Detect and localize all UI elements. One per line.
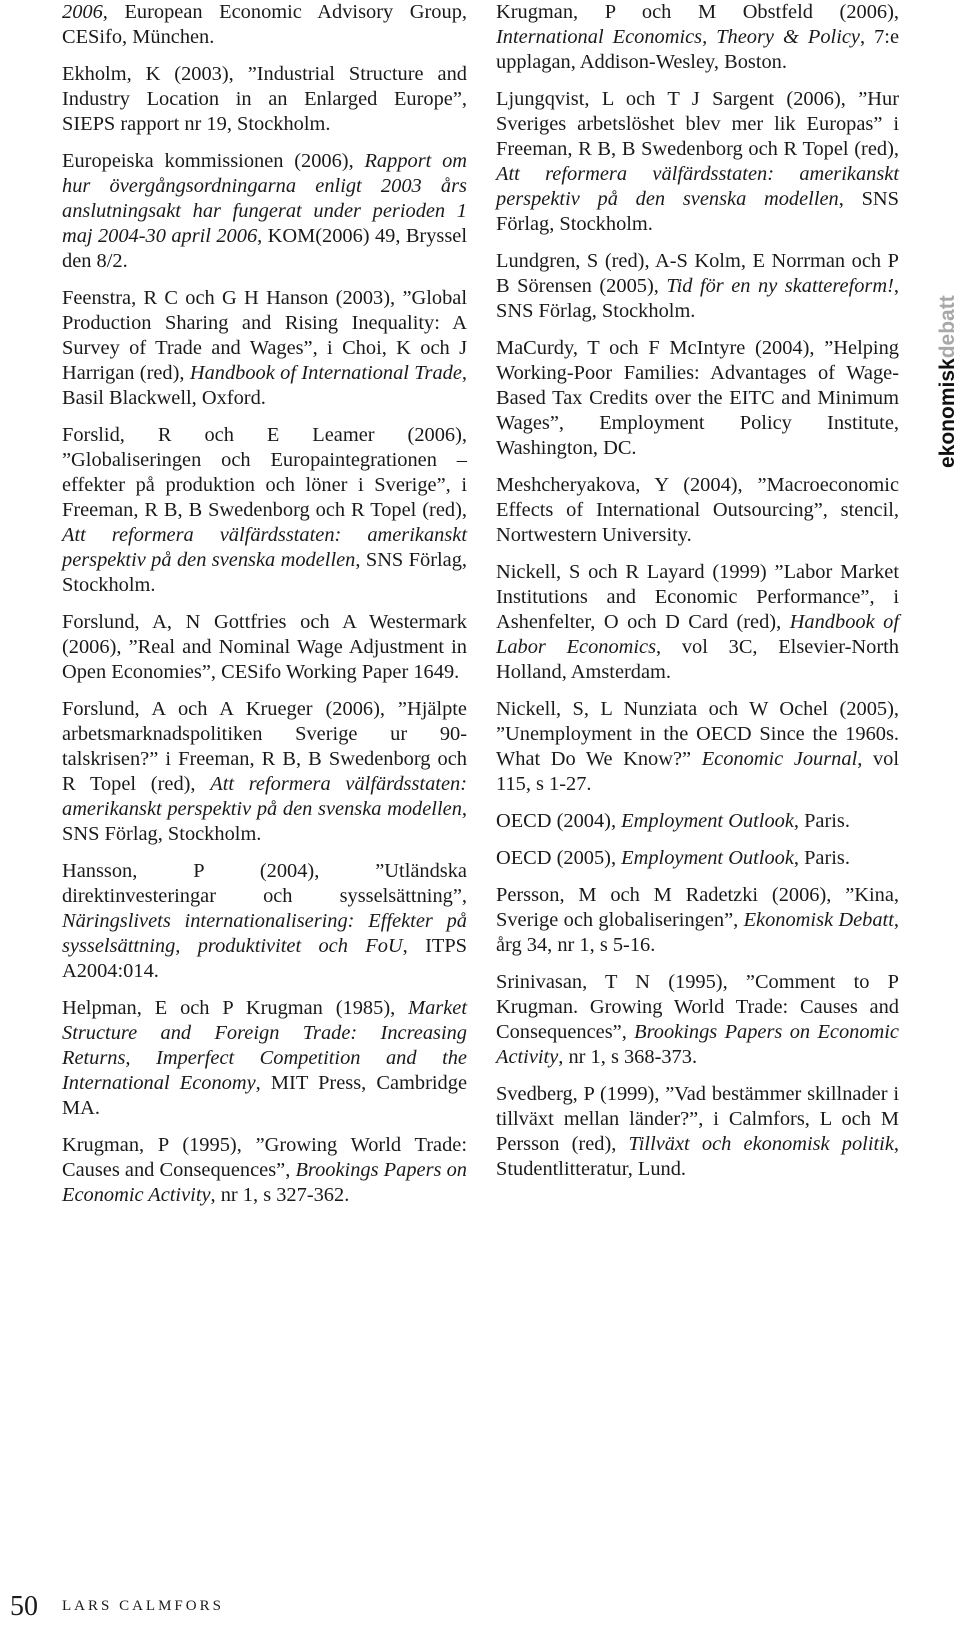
journal-name <box>937 295 959 468</box>
reference-entry <box>62 697 467 847</box>
reference-text: OECD (2005), <box>496 847 622 869</box>
reference-entry <box>496 336 899 461</box>
reference-text: Persson, M och M Radetzki (2006), ”Kina, Sverige och globaliseringen”, <box>496 884 899 931</box>
reference-entry <box>496 473 899 548</box>
reference-title-italic: Att reformera välfärdsstaten: amerikanskt perspektiv på den svenska modellen <box>62 773 467 820</box>
reference-text: OECD (2004), <box>496 810 622 832</box>
reference-title-italic: Handbook of Labor Economics <box>496 611 900 658</box>
reference-text: , nr 1, s 327-362. <box>210 1184 350 1206</box>
reference-text: Nickell, S, L Nunziata och W Ochel (2005), ”Unemployment in the OECD Since the 1960s. What Do We Know?” <box>496 698 899 770</box>
reference-entry <box>496 970 899 1070</box>
reference-text: Forslund, A, N Gottfries och A Westermark (2006), ”Real and Nominal Wage Adjustment in Open Economies”, CESifo Working Paper 1649. <box>62 611 467 683</box>
reference-text: , årg 34, nr 1, s 5-16. <box>496 909 899 956</box>
running-author: LARS CALMFORS <box>62 1598 224 1614</box>
left-reference-column <box>62 0 467 1220</box>
reference-text: , vol 3C, Elsevier-North Holland, Amsterdam. <box>496 636 899 683</box>
reference-entry <box>496 809 899 834</box>
reference-title-italic: Market Structure and Foreign Trade: Increasing Returns, Imperfect Competition and the International Economy <box>62 997 467 1094</box>
journal-side-label <box>937 278 959 478</box>
reference-title-italic: Brookings Papers on Economic Activity <box>496 1021 899 1068</box>
reference-entry <box>496 697 899 797</box>
reference-text: , ITPS A2004:014. <box>62 935 467 982</box>
reference-text: Nickell, S och R Layard (1999) ”Labor Market Institutions and Economic Performance”, i Ashenfelter, O och D Card (red), <box>496 561 899 633</box>
reference-entry <box>62 62 467 137</box>
reference-text: Forslund, A och A Krueger (2006), ”Hjälpte arbetsmarknadspolitiken Sverige ur 90-talskrisen?” i Freeman, R B, B Swedenborg och R Topel (red), <box>62 698 467 795</box>
reference-entry <box>496 883 899 958</box>
reference-text: Hansson, P (2004), ”Utländska direktinvesteringar och sysselsättning”, <box>62 860 467 907</box>
reference-entry <box>496 1082 899 1182</box>
reference-text: Helpman, E och P Krugman (1985), <box>62 997 409 1019</box>
reference-title-italic: Employment Outlook <box>621 810 794 832</box>
page-number: 50 <box>10 1591 38 1622</box>
reference-entry <box>496 249 899 324</box>
reference-entry <box>62 0 467 50</box>
reference-text: , Studentlitteratur, Lund. <box>496 1133 899 1180</box>
reference-text: , SNS Förlag, Stockholm. <box>62 798 467 845</box>
reference-title-italic: Handbook of International Trade <box>189 362 462 384</box>
reference-text: Forslid, R och E Leamer (2006), ”Globaliseringen och Europaintegrationen – effekter på produktion och löner i Sverige”, i Freeman, R B, B Swedenborg och R Topel (red), <box>62 424 467 521</box>
reference-text: Ekholm, K (2003), ”Industrial Structure and Industry Location in an Enlarged Europe”, SIEPS rapport nr 19, Stockholm. <box>62 63 467 135</box>
reference-entry <box>62 286 467 411</box>
reference-title-italic: Rapport om hur övergångsordningarna enligt 2003 års anslutningsakt har fungerat under perioden 1 maj 2004-30 april 2006 <box>62 150 468 247</box>
reference-entry <box>62 996 467 1121</box>
reference-text: , 7:e upplagan, Addison-Wesley, Boston. <box>496 26 899 73</box>
reference-title-italic: Att reformera välfärdsstaten: amerikanskt perspektiv på den svenska modellen <box>62 524 467 571</box>
reference-entry <box>496 846 899 871</box>
reference-entry <box>62 610 467 685</box>
reference-text: , SNS Förlag, Stockholm. <box>496 188 899 235</box>
reference-entry <box>62 423 467 598</box>
reference-text: , Basil Blackwell, Oxford. <box>62 362 467 409</box>
reference-text: Europeiska kommissionen (2006), <box>62 150 365 172</box>
reference-text: , SNS Förlag, Stockholm. <box>496 275 899 322</box>
reference-entry <box>62 149 467 274</box>
reference-title-italic: International Economics, Theory & Policy <box>496 26 860 48</box>
reference-text: , vol 115, s 1-27. <box>496 748 899 795</box>
reference-text: , nr 1, s 368-373. <box>558 1046 698 1068</box>
journal-name-part1: ekonomisk <box>936 358 959 468</box>
reference-text: Meshcheryakova, Y (2004), ”Macroeconomic Effects of International Outsourcing”, stencil, Nortwestern University. <box>496 474 899 546</box>
reference-title-italic: Brookings Papers on Economic Activity <box>62 1159 467 1206</box>
reference-title-italic: 2006 <box>62 1 103 23</box>
reference-text: , MIT Press, Cambridge MA. <box>62 1072 467 1119</box>
reference-text: MaCurdy, T och F McIntyre (2004), ”Helping Working-Poor Families: Advantages of Wage-Based Tax Credits over the EITC and Minimum Wages”, Employment Policy Institute, Washington, DC. <box>496 337 899 459</box>
reference-text: Krugman, P och M Obstfeld (2006), <box>496 1 899 23</box>
journal-name-part2: debatt <box>936 295 959 359</box>
reference-text: , European Economic Advisory Group, CESifo, München. <box>62 1 467 48</box>
reference-text: Srinivasan, T N (1995), ”Comment to P Krugman. Growing World Trade: Causes and Consequences”, <box>496 971 899 1043</box>
reference-entry <box>496 0 899 75</box>
reference-text: , SNS Förlag, Stockholm. <box>62 549 467 596</box>
reference-text: , Paris. <box>793 847 850 869</box>
reference-entry <box>496 87 899 237</box>
reference-text: , Paris. <box>793 810 850 832</box>
reference-text: , KOM(2006) 49, Bryssel den 8/2. <box>62 225 467 272</box>
reference-title-italic: Economic Journal <box>701 748 858 770</box>
page-footer <box>0 1585 960 1633</box>
reference-text: Ljungqvist, L och T J Sargent (2006), ”Hur Sveriges arbetslöshet blev mer lik Europas” i Freeman, R B, B Swedenborg och R Topel (red), <box>496 88 899 160</box>
reference-title-italic: Näringslivets internationalisering: Effekter på sysselsättning, produktivitet och FoU <box>62 910 467 957</box>
reference-text: Svedberg, P (1999), ”Vad bestämmer skillnader i tillväxt mellan länder?”, i Calmfors, L och M Persson (red), <box>496 1083 899 1155</box>
reference-title-italic: Att reformera välfärdsstaten: amerikanskt perspektiv på den svenska modellen <box>496 163 899 210</box>
reference-entry <box>62 859 467 984</box>
reference-entry <box>496 560 899 685</box>
reference-title-italic: Ekonomisk Debatt <box>743 909 894 931</box>
reference-text: Feenstra, R C och G H Hanson (2003), ”Global Production Sharing and Rising Inequality: A Survey of Trade and Wages”, i Choi, K och J Harrigan (red), <box>62 287 467 384</box>
reference-text: Krugman, P (1995), ”Growing World Trade: Causes and Consequences”, <box>62 1134 467 1181</box>
reference-title-italic: Tid för en ny skattereform! <box>666 275 894 297</box>
reference-title-italic: Tillväxt och ekonomisk politik <box>628 1133 894 1155</box>
reference-entry <box>62 1133 467 1208</box>
reference-text: Lundgren, S (red), A-S Kolm, E Norrman och P B Sörensen (2005), <box>496 250 899 297</box>
reference-title-italic: Employment Outlook <box>621 847 794 869</box>
right-reference-column <box>496 0 899 1194</box>
